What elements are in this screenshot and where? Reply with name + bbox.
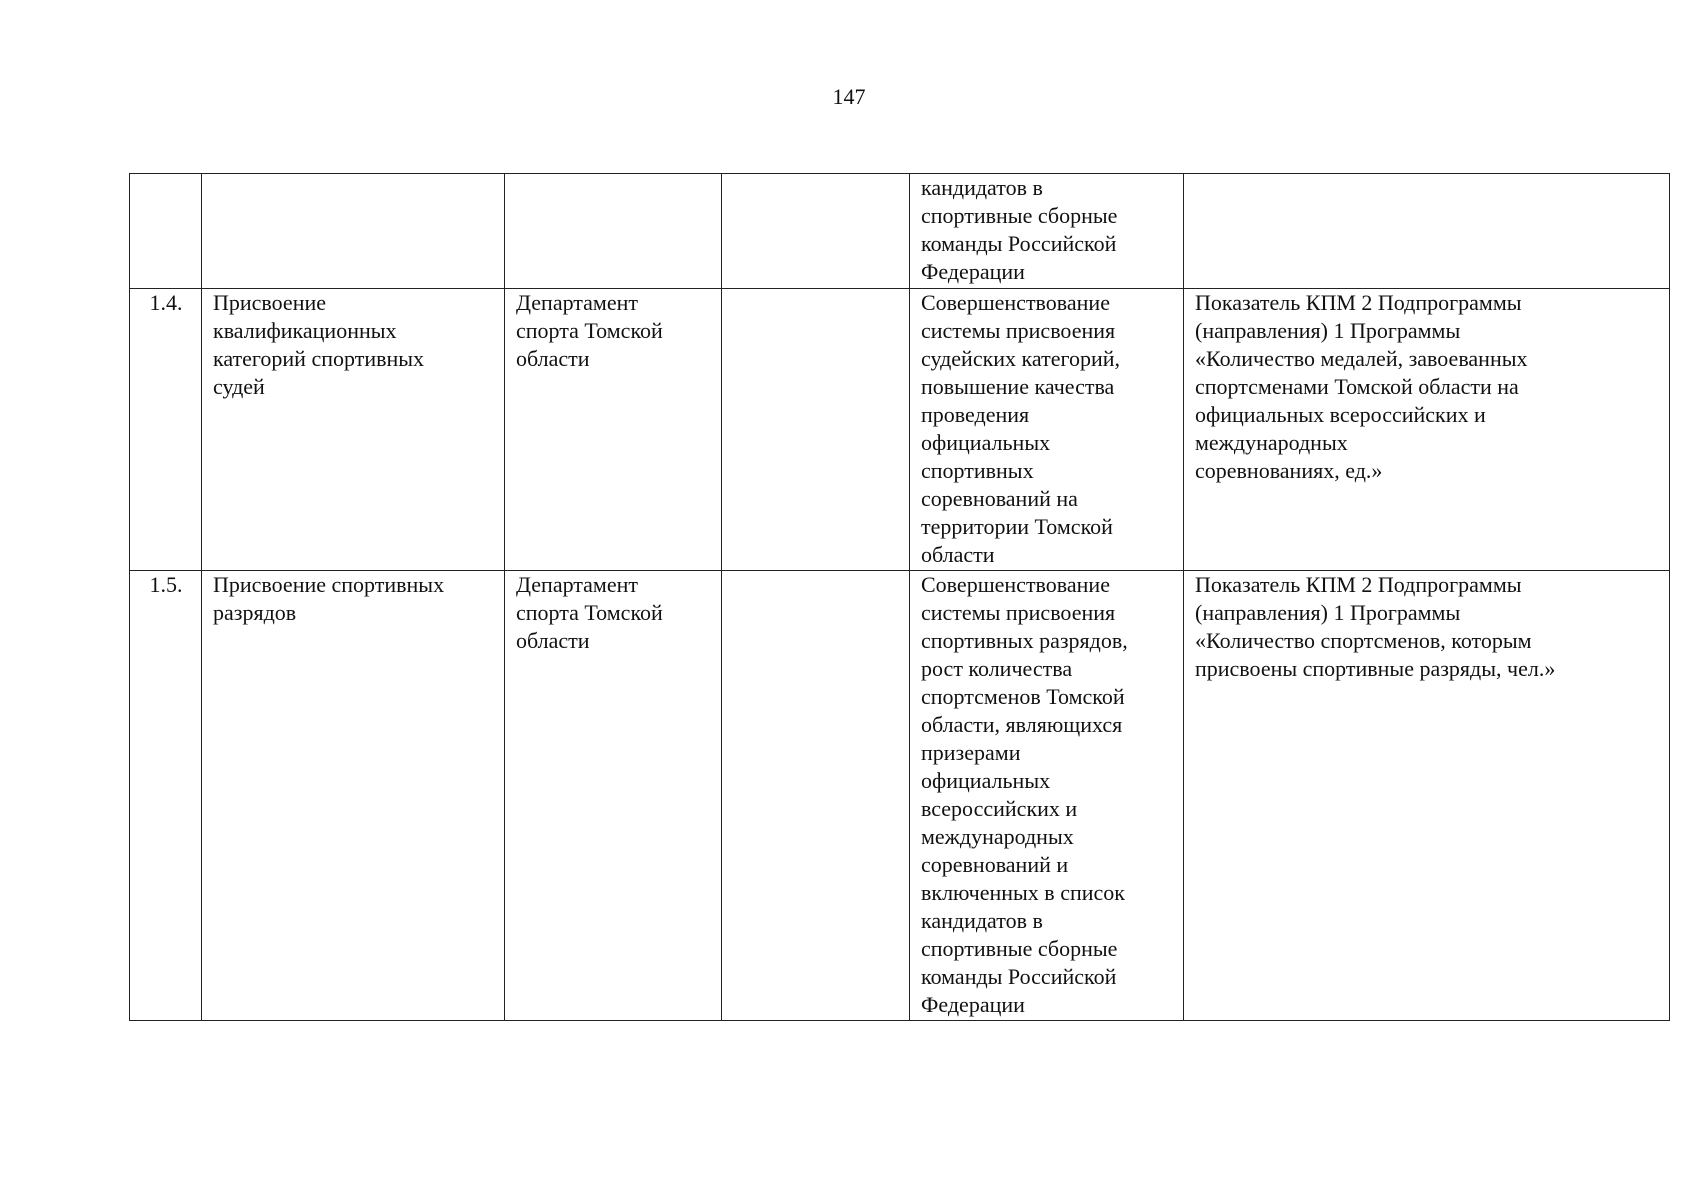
row-number-cell [130,174,202,289]
term-cell [722,289,910,571]
activity-name-cell: Присвоение квалификационных категорий спортивных судей [202,289,505,571]
row-number-cell: 1.4. [130,289,202,571]
indicator-cell: Показатель КПМ 2 Подпрограммы (направления) 1 Программы «Количество спортсменов, которым присвоены спортивные разряды, чел.» [1184,571,1670,1021]
activity-name-cell: Присвоение спортивных разрядов [202,571,505,1021]
page-number: 147 [832,84,866,109]
executor-cell: Департамент спорта Томской области [505,289,722,571]
executor-cell [505,174,722,289]
row-number-cell: 1.5. [130,571,202,1021]
indicator-cell: Показатель КПМ 2 Подпрограммы (направления) 1 Программы «Количество медалей, завоеванных спортсменами Томской области на официальных всероссийских и международных соревнованиях, ед.» [1184,289,1670,571]
program-activities-table [129,173,1670,1021]
indicator-cell [1184,174,1670,289]
table-row [130,289,1670,571]
term-cell [722,174,910,289]
term-cell [722,571,910,1021]
expected-result-cell: Совершенствование системы присвоения спортивных разрядов, рост количества спортсменов Томской области, являющихся призерами официальных всероссийских и международных соревнований и включенных в список кандидатов в спортивные сборные команды Российской Федерации [910,571,1184,1021]
activity-name-cell [202,174,505,289]
table-row [130,571,1670,1021]
table-row [130,174,1670,289]
executor-cell: Департамент спорта Томской области [505,571,722,1021]
expected-result-cell: кандидатов в спортивные сборные команды Российской Федерации [910,174,1184,289]
expected-result-cell: Совершенствование системы присвоения судейских категорий, повышение качества проведения официальных спортивных соревнований на территории Томской области [910,289,1184,571]
